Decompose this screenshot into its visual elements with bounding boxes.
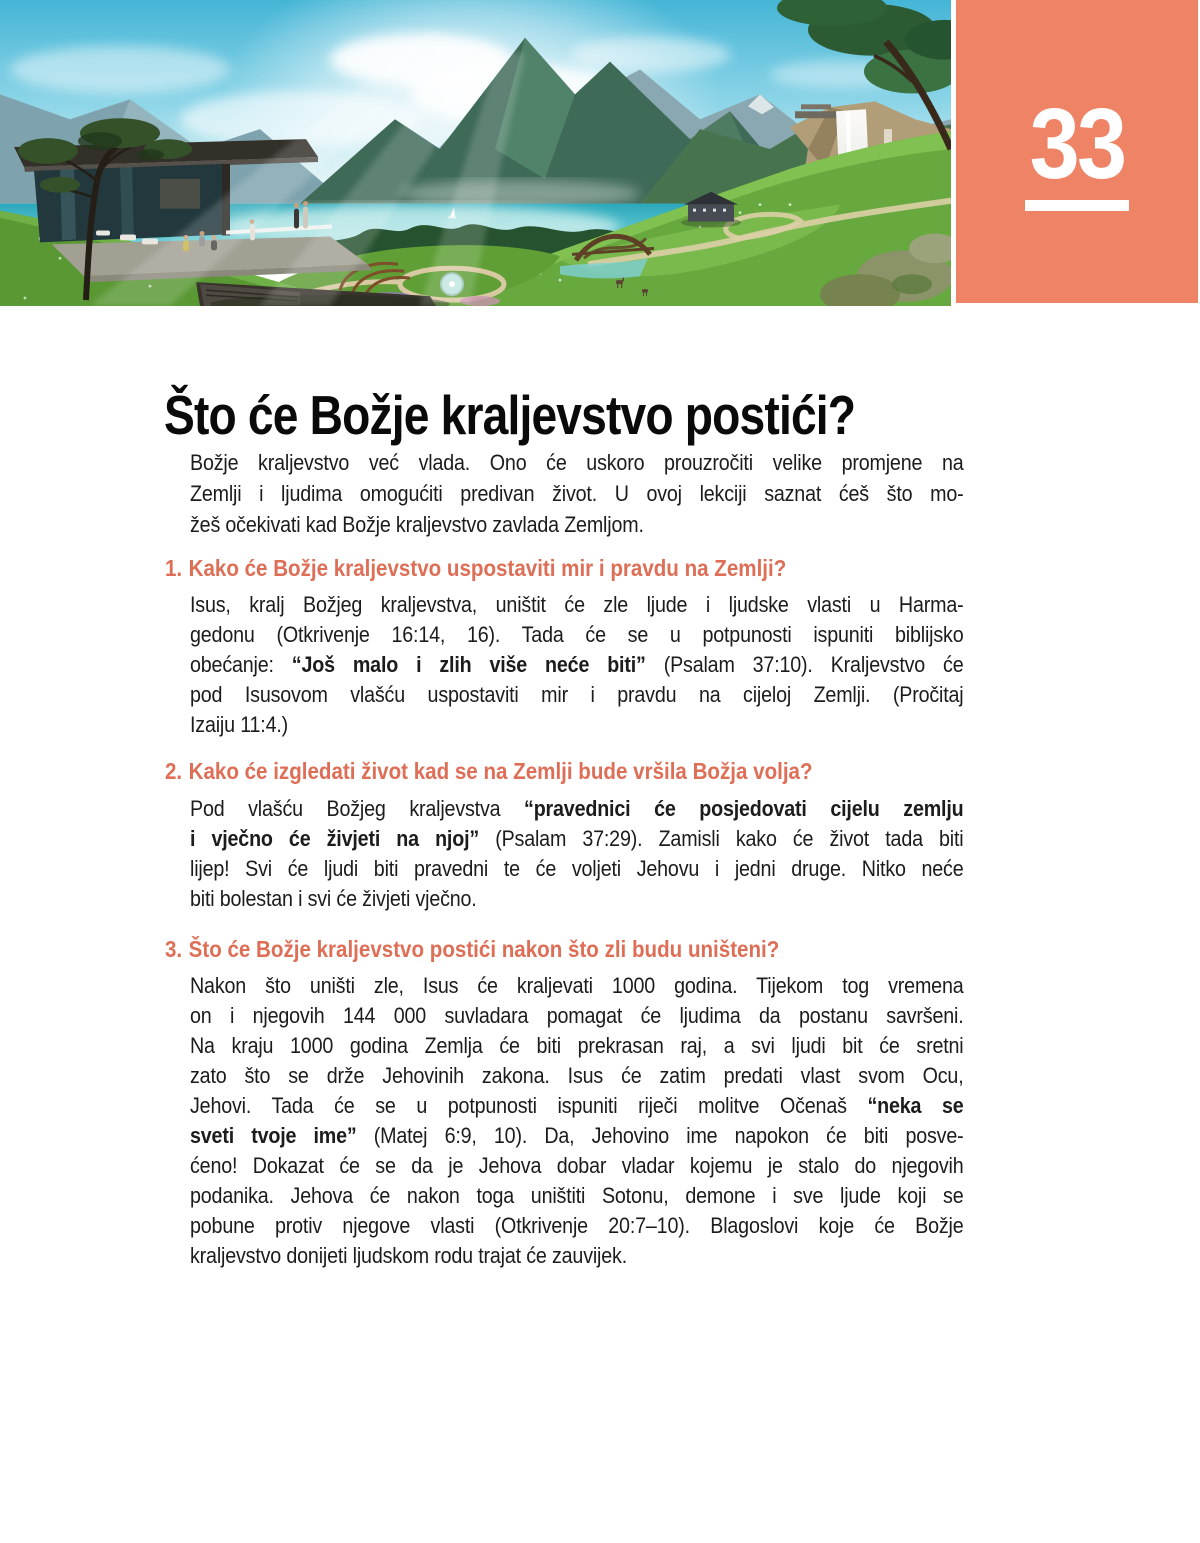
- section-paragraph: [190, 971, 964, 1271]
- paragraph-line: pod Isusovom vlašću uspostaviti mir i pravdu na cijeloj Zemlji. (Pročitaj: [190, 682, 964, 707]
- paragraph-line: gedonu (Otkrivenje 16:14, 16). Tada će se u potpunosti ispuniti biblijsko: [190, 622, 964, 647]
- paragraph-line: biti bolestan i svi će živjeti vječno.: [190, 886, 477, 911]
- section-paragraph: [190, 590, 964, 740]
- paragraph-line: Božje kraljevstvo već vlada. Ono će uskoro prouzročiti velike promjene na: [190, 450, 964, 475]
- intro-paragraph: [190, 447, 964, 540]
- paragraph-line: pobune protiv njegove vlasti (Otkrivenje 20:7–10). Blagoslovi koje će Božje: [190, 1213, 964, 1238]
- paragraph-line: Nakon što uništi zle, Isus će kraljevati 1000 godina. Tijekom tog vremena: [190, 973, 964, 998]
- paragraph-line: on i njegovih 144 000 suvladara pomagat će ljudima da postanu savršeni.: [190, 1003, 964, 1028]
- section-question-text: Što će Božje kraljevstvo postići nakon što zli budu uništeni?: [188, 936, 780, 962]
- section-paragraph: [190, 794, 964, 914]
- section-question: [165, 758, 813, 784]
- header-photo-illustration: [0, 0, 951, 306]
- paragraph-line: Zemlji i ljudima omogućiti predivan život. U ovoj lekciji saznat ćeš što mo-: [190, 481, 964, 506]
- paragraph-line: i vječno će živjeti na njoj” (Psalam 37:29). Zamisli kako će život tada biti: [190, 826, 964, 851]
- paragraph-line: obećanje: “Još malo i zlih više neće biti” (Psalam 37:10). Kraljevstvo će: [190, 652, 964, 677]
- paragraph-line: Isus, kralj Božjeg kraljevstva, uništit će zle ljude i ljudske vlasti u Harma-: [190, 592, 964, 617]
- paragraph-line: Pod vlašću Božjeg kraljevstva “pravednici će posjedovati cijelu zemlju: [190, 796, 964, 821]
- section-question-text: Kako će izgledati život kad se na Zemlji bude vršila Božja volja?: [188, 758, 813, 784]
- paragraph-line: žeš očekivati kad Božje kraljevstvo zavlada Zemljom.: [190, 512, 644, 537]
- paragraph-line: lijep! Svi će ljudi biti pravedni te će voljeti Jehovu i jedni druge. Nitko neće: [190, 856, 964, 881]
- chapter-underline: [1025, 200, 1129, 211]
- section-number: 1.: [165, 555, 183, 581]
- paragraph-line: podanika. Jehova će nakon toga uništiti Sotonu, demone i sve ljude koji se: [190, 1183, 964, 1208]
- paragraph-line: Izaiju 11:4.): [190, 712, 289, 737]
- section-question: [165, 555, 786, 581]
- paragraph-line: Jehovi. Tada će se u potpunosti ispuniti riječi molitve Očenaš “neka se: [190, 1093, 964, 1118]
- paragraph-line: sveti tvoje ime” (Matej 6:9, 10). Da, Jehovino ime napokon će biti posve-: [190, 1123, 964, 1148]
- paragraph-line: zato što se drže Jehovinih zakona. Isus će zatim predati vlast svom Ocu,: [190, 1063, 964, 1088]
- section-question: [165, 936, 779, 962]
- chapter-number-badge: [956, 0, 1198, 303]
- section-number: 3.: [165, 936, 183, 962]
- section-number: 2.: [165, 758, 183, 784]
- page-title: Što će Božje kraljevstvo postići?: [164, 383, 856, 446]
- paragraph-line: kraljevstvo donijeti ljudskom rodu trajat će zauvijek.: [190, 1243, 628, 1268]
- paragraph-line: ćeno! Dokazat će se da je Jehova dobar vladar kojemu je stalo do njegovih: [190, 1153, 964, 1178]
- section-question-text: Kako će Božje kraljevstvo uspostaviti mir i pravdu na Zemlji?: [188, 555, 787, 581]
- chapter-number: 33: [1029, 88, 1125, 200]
- paragraph-line: Na kraju 1000 godina Zemlja će biti prekrasan raj, a svi ljudi bit će sretni: [190, 1033, 964, 1058]
